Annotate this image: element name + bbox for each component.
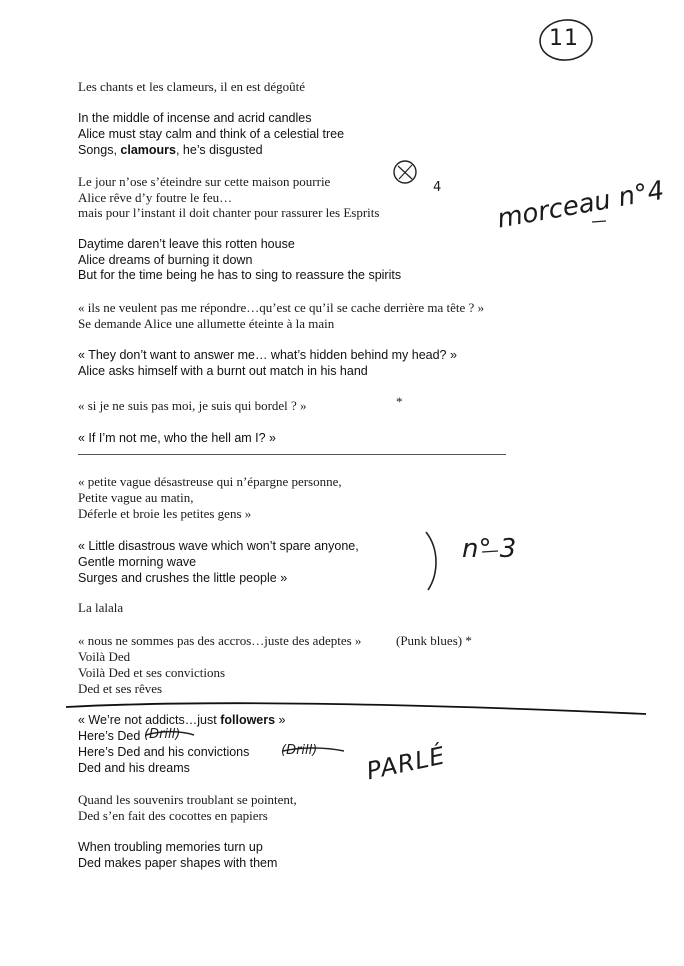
bracket-mark (426, 532, 436, 590)
degree-underline (592, 221, 606, 222)
s8-en-line: Ded makes paper shapes with them (78, 856, 278, 870)
s8-en-line: When troubling memories turn up (78, 840, 263, 854)
handwritten-parle-note: PARLÉ (364, 741, 448, 786)
s2-en-line: Daytime daren’t leave this rotten house (78, 237, 295, 251)
circled-mark-icon (394, 161, 416, 183)
s7-en-line: « We’re not addicts…just followers » (78, 713, 286, 727)
s5-en-line: Surges and crushes the little people » (78, 571, 288, 585)
s2-fr-line: Le jour n’ose s’éteindre sur cette maison pourrie (78, 174, 331, 189)
handwritten-four: 4 (433, 180, 442, 195)
hand-drawn-divider (66, 703, 646, 714)
s4-en-line: « If I’m not me, who the hell am I? » (78, 431, 277, 445)
s1-fr-line: Les chants et les clameurs, il en est dégoûté (78, 79, 306, 94)
s5-fr-line: Déferle et broie les petites gens » (78, 506, 252, 521)
s7-fr-line: Ded et ses rêves (78, 681, 163, 696)
s2-fr-line: mais pour l’instant il doit chanter pour rassurer les Esprits (78, 205, 380, 220)
s4-fr-line: « si je ne suis pas moi, je suis qui bordel ? » (78, 398, 307, 413)
genre-note: (Punk blues) * (396, 633, 472, 648)
s5-en-line: « Little disastrous wave which won’t spare anyone, (78, 539, 359, 553)
s3-en-line: « They don’t want to answer me… what’s hidden behind my head? » (78, 348, 457, 362)
s7-fr-line: Voilà Ded et ses convictions (78, 665, 226, 680)
s2-en-line: Alice dreams of burning it down (78, 253, 253, 267)
crossed-out-note: (Drill) (281, 743, 318, 758)
s1-en-line: In the middle of incense and acrid candles (78, 111, 312, 125)
asterisk-mark: * (396, 394, 403, 409)
s7-en-line: Here’s Ded and his convictions (78, 745, 250, 759)
s2-fr-line: Alice rêve d’y foutre le feu… (78, 190, 233, 205)
s8-fr-line: Quand les souvenirs troublant se pointent, (78, 792, 297, 807)
s3-fr-line: « ils ne veulent pas me répondre…qu’est ce qu’il se cache derrière ma tête ? » (78, 300, 485, 315)
handwritten-number-three: n° 3 (462, 534, 517, 564)
s7-en-line: Here’s Ded (78, 729, 141, 743)
s3-fr-line: Se demande Alice une allumette éteinte à la main (78, 316, 335, 331)
s5-en-line: Gentle morning wave (78, 555, 197, 569)
s7-en-line: Ded and his dreams (78, 761, 190, 775)
s6-fr-line: La lalala (78, 600, 124, 615)
handwritten-morceau-note: morceau n°4 (495, 175, 667, 235)
s1-en-line: Songs, clamours, he’s disgusted (78, 143, 263, 157)
s5-fr-line: « petite vague désastreuse qui n’épargne personne, (78, 474, 342, 489)
s3-en-line: Alice asks himself with a burnt out match in his hand (78, 364, 368, 378)
s7-fr-line: Voilà Ded (78, 649, 131, 664)
s5-fr-line: Petite vague au matin, (78, 490, 194, 505)
page-number: 11 (549, 26, 579, 51)
s7-fr-line: « nous ne sommes pas des accros…juste des adeptes » (78, 633, 362, 648)
s2-en-line: But for the time being he has to sing to reassure the spirits (78, 268, 402, 282)
s1-en-line: Alice must stay calm and think of a celestial tree (78, 127, 345, 141)
crossed-out-note: (Drill) (144, 727, 181, 742)
s8-fr-line: Ded s’en fait des cocottes en papiers (78, 808, 268, 823)
